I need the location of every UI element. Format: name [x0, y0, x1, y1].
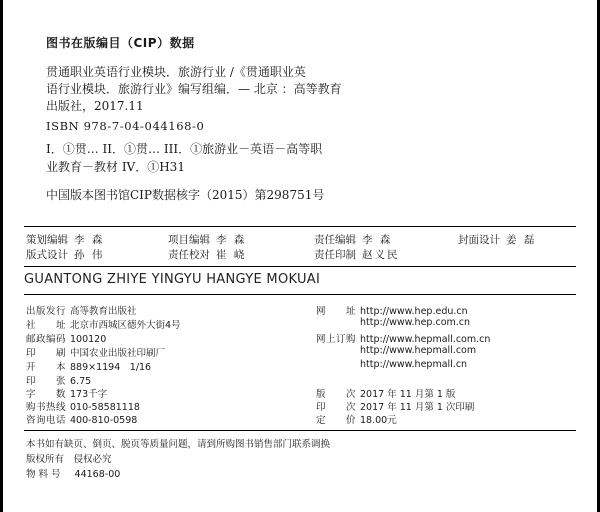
- pub-row: [26, 373, 91, 387]
- divider: [24, 294, 576, 295]
- pub-row: [316, 331, 490, 345]
- pub-value: http://www.hepmall.com: [360, 345, 477, 356]
- credit-label: 责任校对: [168, 249, 210, 261]
- credit-value: 李 森: [362, 234, 393, 246]
- quality-notice: 本书如有缺页、倒页、脱页等质量问题，请到所购图书销售部门联系调换: [26, 439, 331, 450]
- credit-value: 李 森: [216, 234, 247, 246]
- credit-planning-editor: [26, 232, 104, 247]
- pub-row: [316, 359, 467, 370]
- classification-line: 业教育－教材 IV．①H31: [46, 160, 185, 174]
- pub-value: 18.00元: [360, 415, 397, 426]
- credit-layout-design: [26, 247, 104, 262]
- credit-responsible-editor: [314, 232, 392, 247]
- pub-value: http://www.hep.edu.cn: [360, 306, 468, 317]
- cip-record-number: 中国版本图书馆CIP数据核字（2015）第298751号: [46, 188, 325, 202]
- cip-line: 出版社，2017.11: [46, 99, 144, 113]
- copyright-notice: 版权所有 侵权必究: [26, 454, 112, 465]
- pub-value: 北京市西城区德外大街4号: [70, 320, 181, 331]
- credit-label: 策划编辑: [26, 234, 68, 246]
- pub-label: 网 址: [316, 306, 357, 317]
- pub-label: 定 价: [316, 415, 357, 426]
- credit-value: 赵义民: [362, 249, 400, 261]
- pub-label: 印 张: [26, 376, 67, 387]
- credit-label: 封面设计: [458, 234, 500, 246]
- pinyin-title: GUANTONG ZHIYE YINGYU HANGYE MOKUAI: [24, 272, 321, 287]
- pub-value: 中国农业出版社印刷厂: [70, 348, 166, 359]
- credit-printing-supervisor: [314, 247, 400, 262]
- pub-label: 网上订购: [316, 334, 357, 345]
- divider: [24, 430, 576, 431]
- credit-label: 责任编辑: [314, 234, 356, 246]
- cip-description: [46, 64, 342, 115]
- credit-value: 崔 峣: [216, 249, 247, 261]
- isbn: ISBN 978-7-04-044168-0: [46, 119, 205, 133]
- pub-label: 社 址: [26, 320, 67, 331]
- pub-row: [26, 331, 106, 345]
- pub-value: http://www.hep.com.cn: [360, 317, 471, 328]
- pub-value: 010-58581118: [70, 402, 140, 413]
- classification-line: I．①贯… II．①贯… III．①旅游业－英语－高等职: [46, 142, 323, 156]
- pub-value: 889×1194 1/16: [70, 362, 152, 373]
- pub-row: [26, 399, 140, 413]
- credit-proofreader: [168, 247, 246, 262]
- cip-title: 图书在版编目（CIP）数据: [46, 36, 195, 50]
- pub-label: 咨询电话: [26, 415, 67, 426]
- material-label: 物 料 号: [26, 469, 61, 480]
- pub-row: [316, 399, 474, 413]
- credit-project-editor: [168, 232, 246, 247]
- pub-label: 字 数: [26, 389, 67, 400]
- pub-row: [26, 345, 165, 359]
- pub-value: 2017 年 11 月第 1 次印刷: [360, 402, 475, 413]
- credit-label: 版式设计: [26, 249, 68, 261]
- pub-value: 高等教育出版社: [70, 306, 137, 317]
- material-value: 44168-00: [74, 469, 121, 480]
- cip-line: 贯通职业英语行业模块．旅游行业 /《贯通职业英: [46, 65, 306, 79]
- material-number: [26, 466, 120, 480]
- pub-label: 版 次: [316, 389, 357, 400]
- pub-label: 购书热线: [26, 402, 67, 413]
- cip-classification: [46, 140, 322, 176]
- pub-value: 100120: [70, 334, 107, 345]
- credit-value: 姜 磊: [506, 234, 537, 246]
- pub-row: [316, 317, 470, 328]
- pub-value: 2017 年 11 月第 1 版: [360, 389, 456, 400]
- credit-label: 项目编辑: [168, 234, 210, 246]
- pub-row: [316, 345, 476, 356]
- pub-row: [26, 303, 137, 317]
- pub-value: 173千字: [70, 389, 108, 400]
- pub-row: [26, 412, 137, 426]
- pub-value: 400-810-0598: [70, 415, 138, 426]
- pub-value: http://www.hepmall.com.cn: [360, 334, 491, 345]
- pub-row: [26, 317, 181, 331]
- pub-value: http://www.hepmall.cn: [360, 359, 468, 370]
- credit-value: 孙 伟: [74, 249, 105, 261]
- pub-label: 开 本: [26, 362, 67, 373]
- divider: [24, 226, 576, 227]
- pub-row: [26, 386, 107, 400]
- pub-row: [26, 359, 151, 373]
- cip-line: 语行业模块．旅游行业》编写组编．— 北京 ：高等教育: [46, 82, 342, 96]
- pub-label: 出版发行: [26, 306, 67, 317]
- divider: [24, 266, 576, 267]
- pub-row: [316, 386, 455, 400]
- page-edge-left: [0, 0, 3, 512]
- credit-value: 李 森: [74, 234, 105, 246]
- pub-value: 6.75: [70, 376, 92, 387]
- credit-cover-design: [458, 232, 536, 247]
- pub-label: 邮政编码: [26, 334, 67, 345]
- pub-label: 印 刷: [26, 348, 67, 359]
- credit-label: 责任印制: [314, 249, 356, 261]
- pub-row: [316, 303, 468, 317]
- pub-row: [316, 412, 397, 426]
- pub-label: 印 次: [316, 402, 357, 413]
